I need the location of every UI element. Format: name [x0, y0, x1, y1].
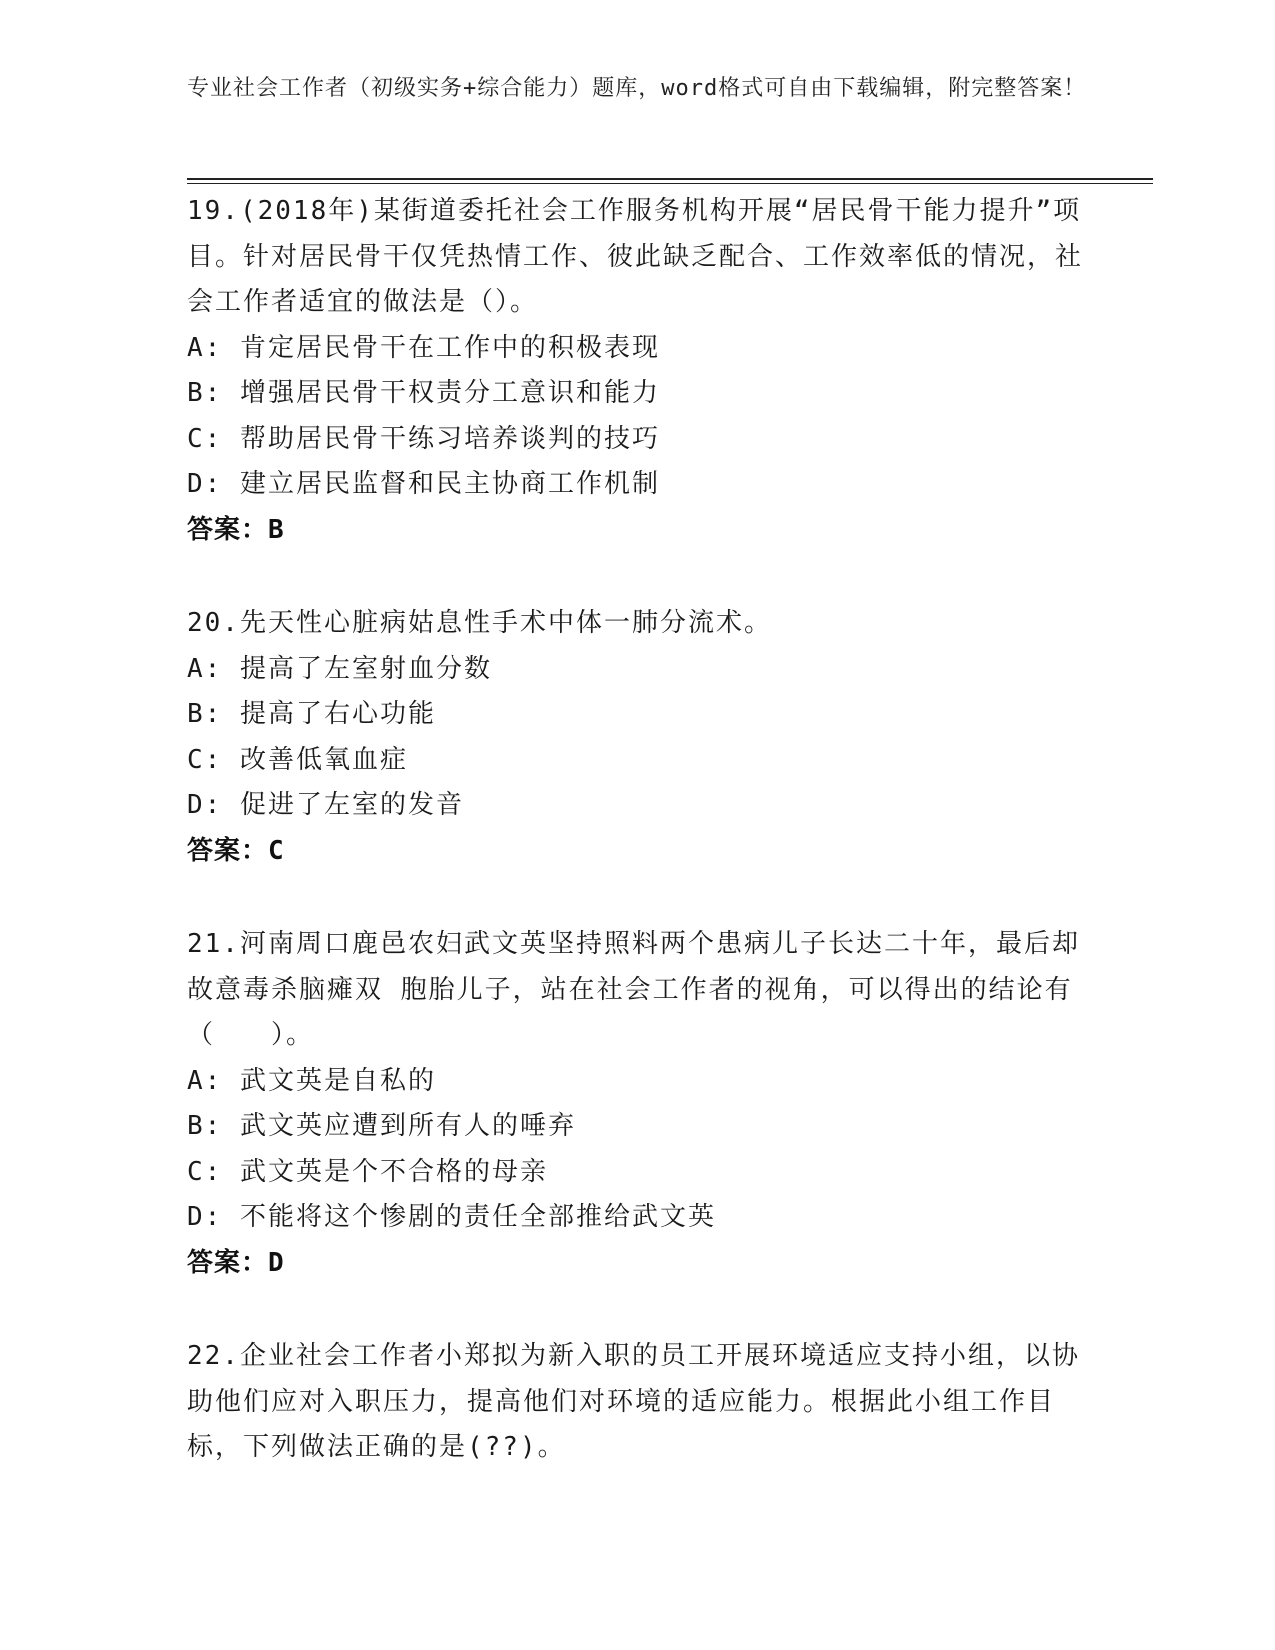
option-a: A: 肯定居民骨干在工作中的积极表现 — [187, 332, 660, 363]
option-a: A: 武文英是自私的 — [187, 1065, 436, 1096]
option-b: B: 提高了右心功能 — [187, 699, 436, 729]
option-a: A: 提高了左室射血分数 — [187, 653, 492, 684]
question-text: 21.河南周口鹿邑农妇武文英坚持照料两个患病儿子长达二十年，最后却故意毒杀脑瘫双 胞胎儿子，站在社会工作者的视角，可以得出的结论有（ ）。 — [187, 929, 1080, 1050]
header-divider-thick — [187, 178, 1153, 180]
question-text: 22.企业社会工作者小郑拟为新入职的员工开展环境适应支持小组，以协助他们应对入职压力，提高他们对环境的适应能力。根据此小组工作目标，下列做法正确的是(??)。 — [187, 1341, 1080, 1462]
option-b: B: 增强居民骨干权责分工意识和能力 — [187, 378, 660, 408]
question-text: 19.(2018年)某街道委托社会工作服务机构开展“居民骨干能力提升”项目。针对居民骨干仅凭热情工作、彼此缺乏配合、工作效率低的情况，社会工作者适宜的做法是（）。 — [187, 196, 1084, 317]
question-19 — [187, 189, 1087, 553]
option-c: C: 改善低氧血症 — [187, 744, 408, 775]
question-text: 20.先天性心脏病姑息性手术中体一肺分流术。 — [187, 608, 772, 638]
answer: 答案：D — [187, 1247, 285, 1278]
question-21 — [187, 922, 1087, 1286]
option-b: B: 武文英应遭到所有人的唾弃 — [187, 1111, 576, 1141]
option-d: D: 促进了左室的发音 — [187, 790, 464, 820]
document-header: 专业社会工作者（初级实务+综合能力）题库，word格式可自由下载编辑，附完整答案！ — [187, 76, 1087, 101]
option-d: D: 建立居民监督和民主协商工作机制 — [187, 469, 660, 499]
answer: 答案：B — [187, 514, 285, 545]
header-divider-thin — [187, 183, 1153, 184]
question-22 — [187, 1334, 1087, 1471]
question-list — [187, 189, 1087, 1519]
question-20 — [187, 601, 1087, 874]
answer: 答案：C — [187, 835, 285, 866]
option-d: D: 不能将这个惨剧的责任全部推给武文英 — [187, 1202, 716, 1232]
option-c: C: 帮助居民骨干练习培养谈判的技巧 — [187, 423, 660, 454]
option-c: C: 武文英是个不合格的母亲 — [187, 1156, 548, 1187]
